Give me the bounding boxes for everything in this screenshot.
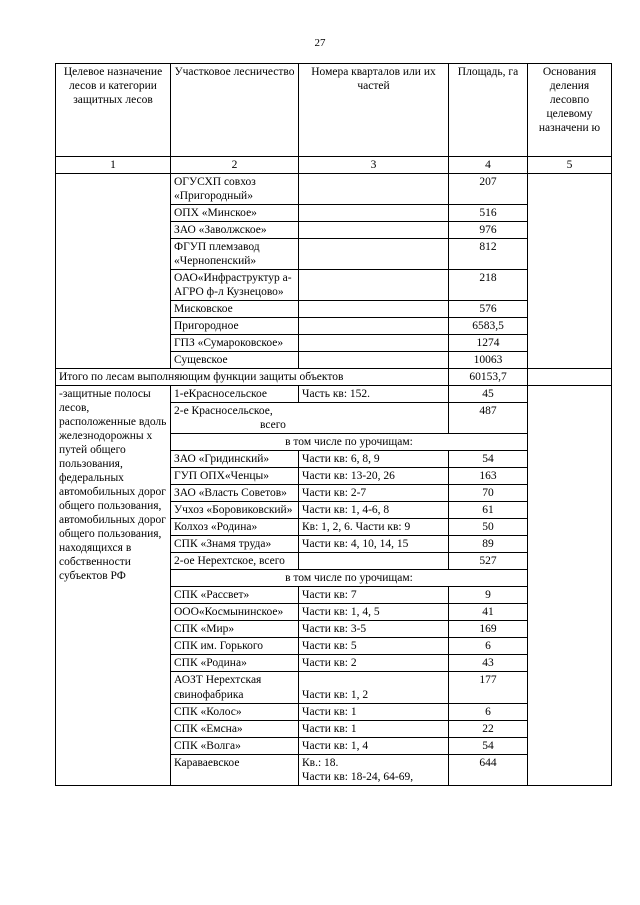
basis-cell [528,369,612,386]
forestry-name: Сущевское [171,352,299,369]
forestry-name: СПК «Рассвет» [171,587,299,604]
quarters-value: Части кв: 3-5 [299,621,449,638]
forestry-name: СПК им. Горького [171,638,299,655]
area-value: 43 [449,655,528,672]
forestry-name: ГПЗ «Сумароковское» [171,335,299,352]
quarters-value: Части кв: 1 [299,720,449,737]
area-value: 218 [449,270,528,301]
quarters-cell [299,352,449,369]
area-value: 644 [449,754,528,785]
forestry-name: СПК «Емсна» [171,720,299,737]
forestry-name-line: всего [260,419,286,432]
forestry-name: ЗАО «Заволжское» [171,222,299,239]
forestry-name: СПК «Колос» [171,703,299,720]
quarters-value: Часть кв: 152. [299,386,449,403]
forestry-name: 1-еКрасносельское [171,386,299,403]
quarters-value: Части кв: 1 [299,703,449,720]
page-number: 27 [314,37,326,49]
area-value: 527 [449,553,528,570]
forestry-name: ОАО«Инфраструктур а-АГРО ф-л Кузнецово» [171,270,299,301]
area-value: 576 [449,301,528,318]
quarters-cell [299,222,449,239]
area-value: 10063 [449,352,528,369]
header-quarters: Номера кварталов или их частей [299,64,449,157]
area-value: 54 [449,451,528,468]
column-number: 3 [299,157,449,174]
area-value: 6 [449,638,528,655]
column-number-row [56,157,612,174]
area-value: 487 [449,403,528,434]
basis-cell [528,174,612,369]
quarters-value [299,754,449,785]
table-row [56,386,612,403]
header-basis: Основания деления лесовпо целевому назначени ю [528,64,612,157]
forestry-name: ЗАО «Власть Советов» [171,485,299,502]
forestry-name: ОПХ «Минское» [171,205,299,222]
subheader-text: в том числе по урочищам: [171,570,528,587]
quarters-cell [299,335,449,352]
area-value: 9 [449,587,528,604]
forestry-name: ЗАО «Гридинский» [171,451,299,468]
quarters-cell [299,270,449,301]
forestry-name: ОГУСХП совхоз «Пригородный» [171,174,299,205]
table-row [56,174,612,205]
area-value: 22 [449,720,528,737]
column-number: 2 [171,157,299,174]
area-value: 45 [449,386,528,403]
quarters-line: Части кв: 18-24, 64-69, [302,770,414,783]
forestry-name: ООО«Космынинское» [171,604,299,621]
forestry-name: АОЗТ Нерехтская свинофабрика [171,672,299,703]
area-value: 177 [449,672,528,703]
quarters-cell [299,301,449,318]
area-value: 169 [449,621,528,638]
area-value: 812 [449,239,528,270]
quarters-cell [299,239,449,270]
column-number: 5 [528,157,612,174]
forestry-name: Учхоз «Боровиковский» [171,502,299,519]
forestry-name: ФГУП племзавод «Чернопенский» [171,239,299,270]
header-purpose: Целевое назначение лесов и категории защитных лесов [56,64,171,157]
area-value: 516 [449,205,528,222]
quarters-cell [299,174,449,205]
basis-cell [528,386,612,785]
area-value: 41 [449,604,528,621]
area-value: 50 [449,519,528,536]
forestry-name: СПК «Знамя труда» [171,536,299,553]
quarters-cell [299,318,449,335]
area-value: 6 [449,703,528,720]
forestry-total-name: 2-ое Нерехтское, всего [171,553,299,570]
header-area: Площадь, га [449,64,528,157]
total-area: 60153,7 [449,369,528,386]
forest-purpose-table [55,63,612,786]
quarters-cell [299,553,449,570]
quarters-value: Кв: 1, 2, 6. Части кв: 9 [299,519,449,536]
area-value: 54 [449,737,528,754]
quarters-value: Части кв: 6, 8, 9 [299,451,449,468]
area-value: 1274 [449,335,528,352]
forestry-name: СПК «Мир» [171,621,299,638]
forestry-name: Колхоз «Родина» [171,519,299,536]
forestry-name: Пригородное [171,318,299,335]
quarters-value: Части кв: 1, 4 [299,737,449,754]
quarters-value: Части кв: 5 [299,638,449,655]
forestry-total-name [171,403,449,434]
area-value: 163 [449,468,528,485]
forestry-name: СПК «Волга» [171,737,299,754]
quarters-value: Части кв: 13-20, 26 [299,468,449,485]
header-row [56,64,612,157]
forestry-name: Караваевское [171,754,299,785]
forestry-name: Мисковское [171,301,299,318]
quarters-value: Части кв: 1, 4, 5 [299,604,449,621]
forestry-name: СПК «Родина» [171,655,299,672]
header-forestry: Участковое лесничество [171,64,299,157]
forestry-name: ГУП ОПХ«Ченцы» [171,468,299,485]
total-row [56,369,612,386]
quarters-value: Части кв: 1, 4-6, 8 [299,502,449,519]
category-label: -защитные полосы лесов, расположенные вдоль железнодорожны х путей общего пользования, федеральных автомобильных дорог общего пользования, автомобильных дорог общего пользования, находящихся в собственности субъектов РФ [56,386,171,785]
area-value: 6583,5 [449,318,528,335]
area-value: 61 [449,502,528,519]
quarters-value: Части кв: 7 [299,587,449,604]
area-value: 976 [449,222,528,239]
quarters-value: Части кв: 2-7 [299,485,449,502]
column-number: 1 [56,157,171,174]
quarters-line: Кв.: 18. [302,756,339,769]
quarters-value: Части кв: 4, 10, 14, 15 [299,536,449,553]
quarters-value: Части кв: 1, 2 [299,672,449,703]
total-label: Итого по лесам выполняющим функции защиты объектов [56,369,449,386]
area-value: 70 [449,485,528,502]
purpose-cell [56,174,171,369]
forestry-name-line: 2-е Красносельское, [174,405,273,418]
subheader-text: в том числе по урочищам: [171,434,528,451]
column-number: 4 [449,157,528,174]
area-value: 207 [449,174,528,205]
quarters-cell [299,205,449,222]
quarters-value: Части кв: 2 [299,655,449,672]
area-value: 89 [449,536,528,553]
